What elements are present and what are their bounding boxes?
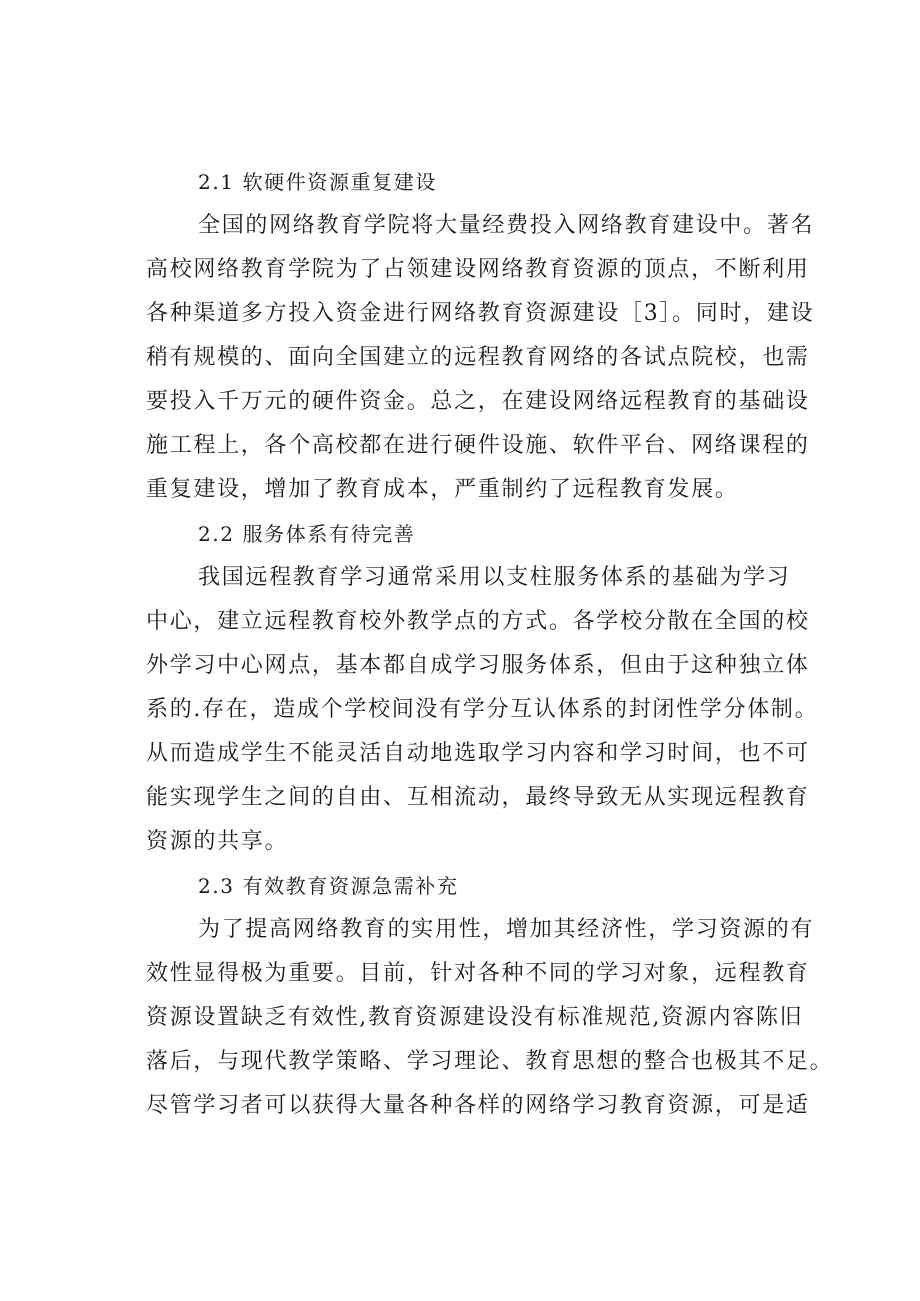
paragraph-line: 资源设置缺乏有效性,教育资源建设没有标准规范,资源内容陈旧 — [146, 1005, 804, 1030]
paragraph-line: 重复建设，增加了教育成本，严重制约了远程教育发展。 — [146, 477, 739, 502]
paragraph-line: 稍有规模的、面向全国建立的远程教育网络的各试点院校，也需 — [146, 345, 810, 370]
document-body — [146, 160, 834, 1128]
paragraph-line: 各种渠道多方投入资金进行网络教育资源建设［3］。同时，建设 — [146, 301, 815, 326]
paragraph-line: 中心，建立远程教育校外教学点的方式。各学校分散在全国的校 — [146, 609, 810, 634]
paragraph-line: 能实现学生之间的自由、互相流动，最终导致无从实现远程教育 — [146, 785, 810, 810]
section-heading-2-2: 2.2 服务体系有待完善 — [198, 522, 416, 546]
section-heading-2-1: 2.1 软硬件资源重复建设 — [198, 170, 437, 194]
paragraph-line: 从而造成学生不能灵活自动地选取学习内容和学习时间，也不可 — [146, 741, 810, 766]
paragraph-line: 为了提高网络教育的实用性，增加其经济性，学习资源的有 — [198, 917, 815, 942]
paragraph-line: 我国远程教育学习通常采用以支柱服务体系的基础为学习 — [198, 565, 791, 590]
paragraph-line: 外学习中心网点，基本都自成学习服务体系，但由于这种独立体 — [146, 653, 810, 678]
paragraph-line: 落后，与现代教学策略、学习理论、教育思想的整合也极其不足。 — [146, 1049, 834, 1074]
paragraph-line: 资源的共享。 — [146, 829, 289, 854]
paragraph-line: 高校网络教育学院为了占领建设网络教育资源的顶点，不断利用 — [146, 257, 810, 282]
paragraph-line: 要投入千万元的硬件资金。总之，在建设网络远程教育的基础设 — [146, 389, 810, 414]
paragraph-line: 尽管学习者可以获得大量各种各样的网络学习教育资源，可是适 — [146, 1093, 810, 1118]
paragraph-line: 效性显得极为重要。目前，针对各种不同的学习对象，远程教育 — [146, 961, 810, 986]
paragraph-line: 全国的网络教育学院将大量经费投入网络教育建设中。著名 — [198, 213, 815, 238]
paragraph-line: 施工程上，各个高校都在进行硬件设施、软件平台、网络课程的 — [146, 433, 810, 458]
section-heading-2-3: 2.3 有效教育资源急需补充 — [198, 874, 459, 898]
paragraph-line: 系的.存在，造成个学校间没有学分互认体系的封闭性学分体制。 — [146, 697, 819, 722]
